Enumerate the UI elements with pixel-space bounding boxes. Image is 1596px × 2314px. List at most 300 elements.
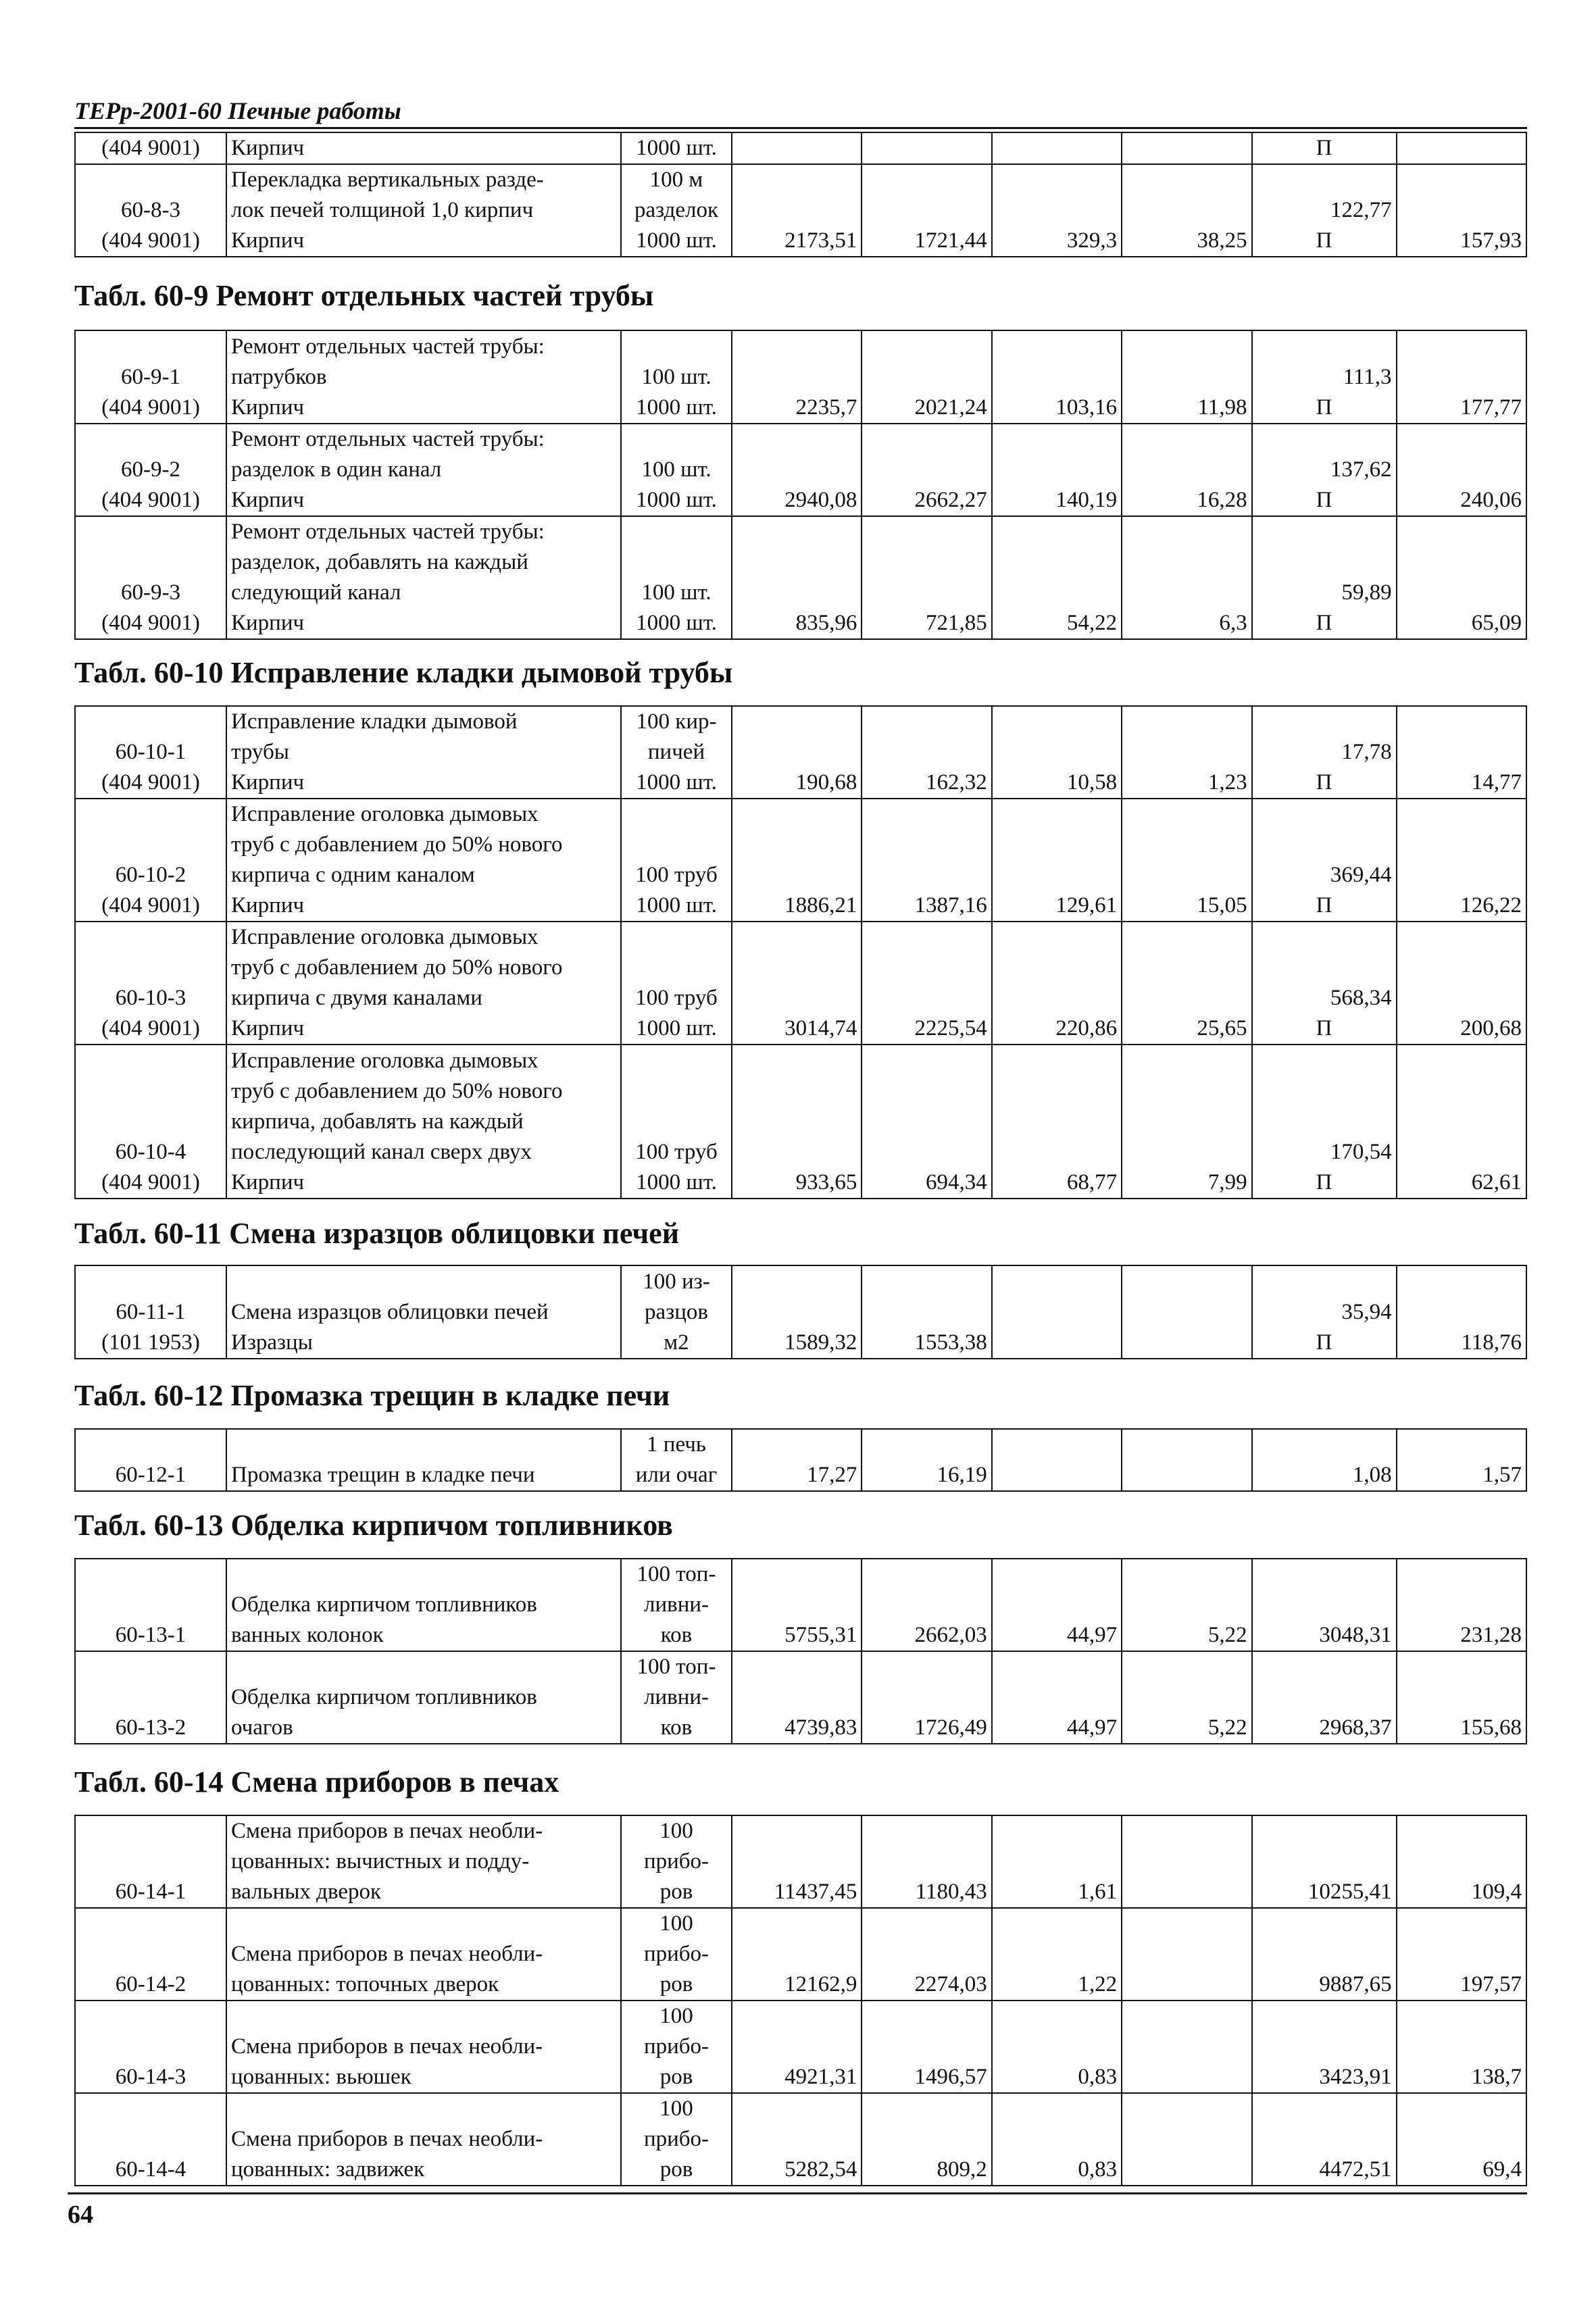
value-cell-v1 <box>732 1651 862 1744</box>
rate-code <box>75 1559 226 1651</box>
value-v1: 1886,21 <box>784 893 857 917</box>
value-cell-v3 <box>992 1429 1122 1491</box>
work-name-line: Исправление оголовка дымовых <box>231 802 539 826</box>
table-row <box>75 706 1526 799</box>
section-title: Табл. 60-13 Обделка кирпичом топливников <box>74 1509 673 1542</box>
value-cell-v4 <box>1122 1908 1251 2001</box>
value-cell-v2 <box>862 516 991 639</box>
value-cell-v1 <box>732 1815 862 1908</box>
table-row <box>75 1908 1526 2001</box>
value-v6: 14,77 <box>1471 770 1522 795</box>
unit-of-measure-line: 1000 шт. <box>636 395 717 420</box>
rate-table <box>74 1428 1527 1492</box>
value-v3: 220,86 <box>1055 1016 1118 1040</box>
value-cell-v3 <box>992 1265 1122 1359</box>
value-v5: 170,54 <box>1330 1140 1392 1164</box>
rate-code-line: (404 9001) <box>101 1170 200 1194</box>
work-name-line: Смена приборов в печах необли- <box>231 2034 543 2059</box>
work-name-line: лок печей толщиной 1,0 кирпич <box>231 198 534 222</box>
unit-of-measure-line: м2 <box>664 1330 689 1355</box>
value-cell-v2 <box>862 799 991 922</box>
value-v6: 157,93 <box>1460 228 1522 253</box>
rate-code-line: 60-14-4 <box>115 2157 186 2182</box>
unit-of-measure-line: ливни- <box>643 1592 709 1617</box>
table-row <box>75 1045 1526 1199</box>
value-v3: 103,16 <box>1055 395 1118 420</box>
value-cell-v2 <box>862 1815 991 1908</box>
table-row <box>75 1559 1526 1651</box>
unit-of-measure-line: 100 м <box>649 168 703 192</box>
value-cell-v5 <box>1252 1651 1397 1744</box>
work-name-line: труб с добавлением до 50% нового <box>231 1079 563 1103</box>
value-v6: 240,06 <box>1460 488 1522 512</box>
unit-of-measure-line: разделок <box>634 198 719 222</box>
work-name-line: Кирпич <box>231 611 305 635</box>
work-name-line: разделок в один канал <box>231 457 442 482</box>
value-cell-v6 <box>1397 1651 1526 1744</box>
work-name <box>226 2093 621 2186</box>
value-cell-v3 <box>992 132 1122 164</box>
value-v3: 44,97 <box>1066 1715 1118 1740</box>
value-cell-v6 <box>1397 330 1526 424</box>
value-cell-v5 <box>1252 1815 1397 1908</box>
value-v5: 3423,91 <box>1319 2065 1392 2089</box>
value-cell-v4 <box>1122 424 1251 516</box>
unit-of-measure-line: ров <box>659 2065 693 2089</box>
value-v3: 1,22 <box>1078 1972 1118 1996</box>
work-name-line: Кирпич <box>231 136 305 160</box>
work-name <box>226 1908 621 2001</box>
unit-of-measure-line: прибо- <box>643 2034 709 2059</box>
work-name <box>226 2001 621 2093</box>
value-cell-v6 <box>1397 424 1526 516</box>
work-name-line: Перекладка вертикальных разде- <box>231 168 544 192</box>
work-name-line: разделок, добавлять на каждый <box>231 550 528 574</box>
unit-of-measure-line: 1000 шт. <box>636 228 717 253</box>
unit-of-measure-line: прибо- <box>643 1942 709 1966</box>
value-cell-v5 <box>1252 922 1397 1045</box>
rate-table <box>74 132 1527 257</box>
value-v5: 59,89 <box>1341 580 1392 605</box>
value-cell-v4 <box>1122 799 1251 922</box>
unit-of-measure <box>621 1559 732 1651</box>
rate-code-line: 60-9-1 <box>121 365 180 389</box>
work-name-line: вальных дверок <box>231 1880 382 1904</box>
work-name-line: Ремонт отдельных частей трубы: <box>231 427 545 451</box>
value-cell-v6 <box>1397 1815 1526 1908</box>
rate-code-line: (404 9001) <box>101 136 200 160</box>
value-v5: 122,77 <box>1330 198 1392 222</box>
value-cell-v2 <box>862 330 991 424</box>
unit-of-measure-line: 1000 шт. <box>636 1170 717 1194</box>
value-cell-v3 <box>992 1651 1122 1744</box>
work-name-line: труб с добавлением до 50% нового <box>231 832 563 857</box>
work-name-line: Кирпич <box>231 1170 305 1194</box>
value-cell-v2 <box>862 164 991 257</box>
work-name <box>226 1815 621 1908</box>
value-v6: 69,4 <box>1482 2157 1522 2182</box>
unit-of-measure <box>621 1908 732 2001</box>
value-cell-v2 <box>862 1429 991 1491</box>
work-name-line: Смена изразцов облицовки печей <box>231 1300 549 1324</box>
work-name-line: Смена приборов в печах необли- <box>231 1942 543 1966</box>
value-cell-v3 <box>992 2093 1122 2186</box>
value-cell-v4 <box>1122 1815 1251 1908</box>
unit-of-measure-line: 100 шт. <box>641 365 712 389</box>
value-v1: 1589,32 <box>784 1330 857 1355</box>
rate-code <box>75 1908 226 2001</box>
unit-of-measure-line: 1000 шт. <box>636 1016 717 1040</box>
value-v6: 1,57 <box>1482 1463 1522 1487</box>
work-name <box>226 164 621 257</box>
value-v1: 933,65 <box>795 1170 857 1194</box>
rate-code-line: (404 9001) <box>101 228 200 253</box>
value-cell-v1 <box>732 132 862 164</box>
value-cell-v4 <box>1122 516 1251 639</box>
unit-of-measure <box>621 706 732 799</box>
table-row <box>75 922 1526 1045</box>
table-row <box>75 1651 1526 1744</box>
work-name-line: Промазка трещин в кладке печи <box>231 1463 535 1487</box>
value-cell-v5 <box>1252 1045 1397 1199</box>
value-cell-v4 <box>1122 922 1251 1045</box>
value-v1: 2173,51 <box>784 228 857 253</box>
value-v2: 1496,57 <box>914 2065 987 2089</box>
value-cell-v6 <box>1397 1908 1526 2001</box>
value-cell-v2 <box>862 706 991 799</box>
value-v2: 1180,43 <box>915 1880 987 1904</box>
work-name-line: Кирпич <box>231 1016 305 1040</box>
material-mark: П <box>1316 228 1332 253</box>
rate-code-line: 60-14-2 <box>115 1972 186 1996</box>
value-v2: 721,85 <box>926 611 987 635</box>
unit-of-measure-line: ливни- <box>643 1685 709 1709</box>
value-v2: 1387,16 <box>914 893 987 917</box>
value-v3: 1,61 <box>1078 1880 1118 1904</box>
rate-code-line: 60-14-1 <box>115 1880 186 1904</box>
value-v6: 177,77 <box>1460 395 1522 420</box>
rate-code-line: 60-14-3 <box>115 2065 186 2089</box>
value-v1: 4921,31 <box>784 2065 857 2089</box>
rate-code-line: 60-13-2 <box>115 1715 186 1740</box>
rate-code-line: (101 1953) <box>101 1330 200 1355</box>
unit-of-measure-line: 1000 шт. <box>636 770 717 795</box>
unit-of-measure-line: пичей <box>647 740 705 764</box>
rate-code-line: 60-8-3 <box>121 198 180 222</box>
rate-code-line: 60-9-2 <box>121 457 180 482</box>
rate-code <box>75 1429 226 1491</box>
value-v4: 38,25 <box>1197 228 1247 253</box>
rate-code <box>75 1651 226 1744</box>
unit-of-measure-line: 100 <box>659 2004 693 2028</box>
value-cell-v5 <box>1252 1559 1397 1651</box>
value-v2: 2662,03 <box>914 1623 987 1647</box>
material-mark: П <box>1316 770 1332 795</box>
work-name-line: Смена приборов в печах необли- <box>231 2127 543 2151</box>
value-cell-v6 <box>1397 1045 1526 1199</box>
unit-of-measure-line: 100 шт. <box>641 580 712 605</box>
unit-of-measure <box>621 799 732 922</box>
value-cell-v3 <box>992 799 1122 922</box>
running-header: ТЕРр-2001-60 Печные работы <box>74 95 1527 129</box>
value-v4: 25,65 <box>1197 1016 1247 1040</box>
unit-of-measure <box>621 1265 732 1359</box>
value-cell-v5 <box>1252 1429 1397 1491</box>
value-cell-v3 <box>992 424 1122 516</box>
material-mark: П <box>1316 1170 1332 1194</box>
value-cell-v5 <box>1252 2093 1397 2186</box>
rate-code-line: 60-10-4 <box>115 1140 186 1164</box>
rate-code <box>75 1045 226 1199</box>
unit-of-measure <box>621 424 732 516</box>
rate-code <box>75 1815 226 1908</box>
rate-table <box>74 1815 1527 2186</box>
value-cell-v4 <box>1122 2001 1251 2093</box>
rate-code <box>75 132 226 164</box>
unit-of-measure <box>621 2001 732 2093</box>
value-v5: 568,34 <box>1330 986 1392 1010</box>
unit-of-measure <box>621 516 732 639</box>
value-cell-v1 <box>732 164 862 257</box>
section-title: Табл. 60-10 Исправление кладки дымовой трубы <box>74 656 733 689</box>
unit-of-measure-line: прибо- <box>643 2127 709 2151</box>
table-row <box>75 1429 1526 1491</box>
value-cell-v2 <box>862 922 991 1045</box>
value-cell-v1 <box>732 706 862 799</box>
work-name <box>226 706 621 799</box>
work-name-line: кирпича с двумя каналами <box>231 986 482 1010</box>
value-cell-v1 <box>732 1045 862 1199</box>
value-cell-v4 <box>1122 1651 1251 1744</box>
value-cell-v6 <box>1397 799 1526 922</box>
value-cell-v5 <box>1252 330 1397 424</box>
value-cell-v3 <box>992 2001 1122 2093</box>
unit-of-measure-line: 100 шт. <box>641 457 712 482</box>
value-cell-v4 <box>1122 2093 1251 2186</box>
value-v4: 6,3 <box>1219 611 1247 635</box>
unit-of-measure-line: 1000 шт. <box>636 893 717 917</box>
table-row <box>75 799 1526 922</box>
value-v1: 11437,45 <box>774 1880 857 1904</box>
unit-of-measure <box>621 1429 732 1491</box>
value-v1: 5282,54 <box>784 2157 857 2182</box>
work-name-line: Кирпич <box>231 395 305 420</box>
value-v5: 35,94 <box>1341 1300 1392 1324</box>
value-v1: 2940,08 <box>784 488 857 512</box>
section-title: Табл. 60-9 Ремонт отдельных частей трубы <box>74 279 654 312</box>
rate-table <box>74 330 1527 640</box>
value-cell-v2 <box>862 1045 991 1199</box>
work-name-line: Кирпич <box>231 488 305 512</box>
value-cell-v4 <box>1122 1559 1251 1651</box>
value-v5: 137,62 <box>1330 457 1392 482</box>
rate-code-line: 60-12-1 <box>115 1463 186 1487</box>
value-v1: 835,96 <box>795 611 857 635</box>
value-cell-v6 <box>1397 2001 1526 2093</box>
value-cell-v2 <box>862 1651 991 1744</box>
value-v4: 5,22 <box>1207 1623 1247 1647</box>
unit-of-measure-line: ров <box>659 1972 693 1996</box>
rate-code-line: 60-10-3 <box>115 986 186 1010</box>
rate-code <box>75 706 226 799</box>
unit-of-measure <box>621 330 732 424</box>
work-name-line: цованных: топочных дверок <box>231 1972 499 1996</box>
value-cell-v1 <box>732 330 862 424</box>
rate-code-line: (404 9001) <box>101 893 200 917</box>
unit-of-measure-line: ров <box>659 2157 693 2182</box>
value-cell-v2 <box>862 1265 991 1359</box>
work-name-line: Кирпич <box>231 893 305 917</box>
work-name <box>226 1429 621 1491</box>
value-v2: 694,34 <box>926 1170 987 1194</box>
work-name <box>226 799 621 922</box>
value-v5: 17,78 <box>1341 740 1392 764</box>
value-v2: 16,19 <box>937 1463 987 1487</box>
value-cell-v6 <box>1397 1559 1526 1651</box>
table-row <box>75 2001 1526 2093</box>
value-cell-v2 <box>862 2093 991 2186</box>
value-v6: 118,76 <box>1461 1330 1522 1355</box>
value-v1: 2235,7 <box>795 395 857 420</box>
value-v5: 111,3 <box>1343 365 1392 389</box>
work-name <box>226 424 621 516</box>
value-cell-v6 <box>1397 706 1526 799</box>
work-name-line: трубы <box>231 740 289 764</box>
value-cell-v6 <box>1397 1429 1526 1491</box>
value-v2: 1721,44 <box>914 228 987 253</box>
material-mark: П <box>1316 893 1332 917</box>
value-v2: 1553,38 <box>914 1330 987 1355</box>
work-name-line: очагов <box>231 1715 293 1740</box>
value-cell-v1 <box>732 2093 862 2186</box>
value-v5: 9887,65 <box>1319 1972 1392 1996</box>
value-cell-v3 <box>992 164 1122 257</box>
value-v3: 44,97 <box>1066 1623 1118 1647</box>
work-name <box>226 516 621 639</box>
value-v2: 2274,03 <box>914 1972 987 1996</box>
work-name-line: Кирпич <box>231 228 305 253</box>
rate-code <box>75 164 226 257</box>
value-v6: 138,7 <box>1471 2065 1522 2089</box>
value-cell-v1 <box>732 2001 862 2093</box>
value-cell-v4 <box>1122 1429 1251 1491</box>
value-cell-v1 <box>732 424 862 516</box>
value-v6: 65,09 <box>1471 611 1522 635</box>
value-cell-v6 <box>1397 164 1526 257</box>
value-cell-v3 <box>992 1908 1122 2001</box>
value-cell-v6 <box>1397 922 1526 1045</box>
rate-table <box>74 1558 1527 1744</box>
value-cell-v3 <box>992 1045 1122 1199</box>
value-cell-v4 <box>1122 164 1251 257</box>
value-cell-v1 <box>732 1265 862 1359</box>
value-v5: 4472,51 <box>1319 2157 1392 2182</box>
value-v6: 109,4 <box>1471 1880 1522 1904</box>
rate-table <box>74 705 1527 1199</box>
value-v2: 809,2 <box>937 2157 987 2182</box>
material-mark: П <box>1316 395 1332 420</box>
section-title: Табл. 60-12 Промазка трещин в кладке печи <box>74 1379 670 1412</box>
value-cell-v1 <box>732 799 862 922</box>
value-cell-v2 <box>862 132 991 164</box>
rate-code <box>75 2093 226 2186</box>
table-row <box>75 516 1526 639</box>
rate-code <box>75 1265 226 1359</box>
value-v3: 68,77 <box>1066 1170 1118 1194</box>
work-name <box>226 330 621 424</box>
work-name-line: последующий канал сверх двух <box>231 1140 532 1164</box>
rate-code-line: (404 9001) <box>101 488 200 512</box>
rate-code-line: (404 9001) <box>101 1016 200 1040</box>
unit-of-measure-line: 100 <box>659 1819 693 1843</box>
value-v2: 2021,24 <box>914 395 987 420</box>
table-row <box>75 1265 1526 1359</box>
material-mark: П <box>1316 488 1332 512</box>
value-cell-v6 <box>1397 516 1526 639</box>
value-cell-v4 <box>1122 706 1251 799</box>
rate-code-line: 60-9-3 <box>121 580 180 605</box>
table-row <box>75 330 1526 424</box>
unit-of-measure <box>621 164 732 257</box>
material-mark: П <box>1316 1016 1332 1040</box>
unit-of-measure-line: ков <box>660 1623 693 1647</box>
unit-of-measure-line: 100 труб <box>635 863 718 887</box>
value-v2: 2225,54 <box>914 1016 987 1040</box>
work-name <box>226 1265 621 1359</box>
value-v1: 4739,83 <box>784 1715 857 1740</box>
value-v3: 0,83 <box>1078 2157 1118 2182</box>
value-cell-v5 <box>1252 132 1397 164</box>
value-cell-v5 <box>1252 1908 1397 2001</box>
unit-of-measure-line: 1 печь <box>647 1432 706 1457</box>
value-v6: 155,68 <box>1460 1715 1522 1740</box>
unit-of-measure <box>621 2093 732 2186</box>
value-v5: 369,44 <box>1330 863 1392 887</box>
value-v6: 126,22 <box>1460 893 1522 917</box>
unit-of-measure-line: 100 <box>659 1911 693 1936</box>
work-name-line: цованных: вьюшек <box>231 2065 412 2089</box>
value-cell-v4 <box>1122 132 1251 164</box>
value-cell-v3 <box>992 1815 1122 1908</box>
value-v2: 1726,49 <box>914 1715 987 1740</box>
work-name-line: цованных: вычистных и подду- <box>231 1849 530 1873</box>
value-v4: 5,22 <box>1207 1715 1247 1740</box>
rate-code-line: 60-11-1 <box>116 1300 186 1324</box>
work-name-line: труб с добавлением до 50% нового <box>231 955 563 980</box>
value-cell-v2 <box>862 2001 991 2093</box>
unit-of-measure-line: 100 топ- <box>637 1655 716 1679</box>
material-mark: П <box>1316 136 1332 160</box>
value-cell-v1 <box>732 1429 862 1491</box>
value-v2: 2662,27 <box>914 488 987 512</box>
rate-code <box>75 799 226 922</box>
section-title: Табл. 60-14 Смена приборов в печах <box>74 1765 559 1799</box>
section-title: Табл. 60-11 Смена изразцов облицовки печей <box>74 1217 680 1250</box>
value-v6: 231,28 <box>1460 1623 1522 1647</box>
value-cell-v2 <box>862 1559 991 1651</box>
work-name-line: цованных: задвижек <box>231 2157 425 2182</box>
value-cell-v6 <box>1397 1265 1526 1359</box>
value-v4: 1,23 <box>1207 770 1247 795</box>
value-v4: 16,28 <box>1197 488 1247 512</box>
work-name-line: патрубков <box>231 365 327 389</box>
work-name-line: кирпича с одним каналом <box>231 863 475 887</box>
rate-code-line: (404 9001) <box>101 395 200 420</box>
value-v1: 3014,74 <box>784 1016 857 1040</box>
value-v6: 62,61 <box>1471 1170 1522 1194</box>
material-mark: П <box>1316 1330 1332 1355</box>
work-name-line: Изразцы <box>231 1330 313 1355</box>
